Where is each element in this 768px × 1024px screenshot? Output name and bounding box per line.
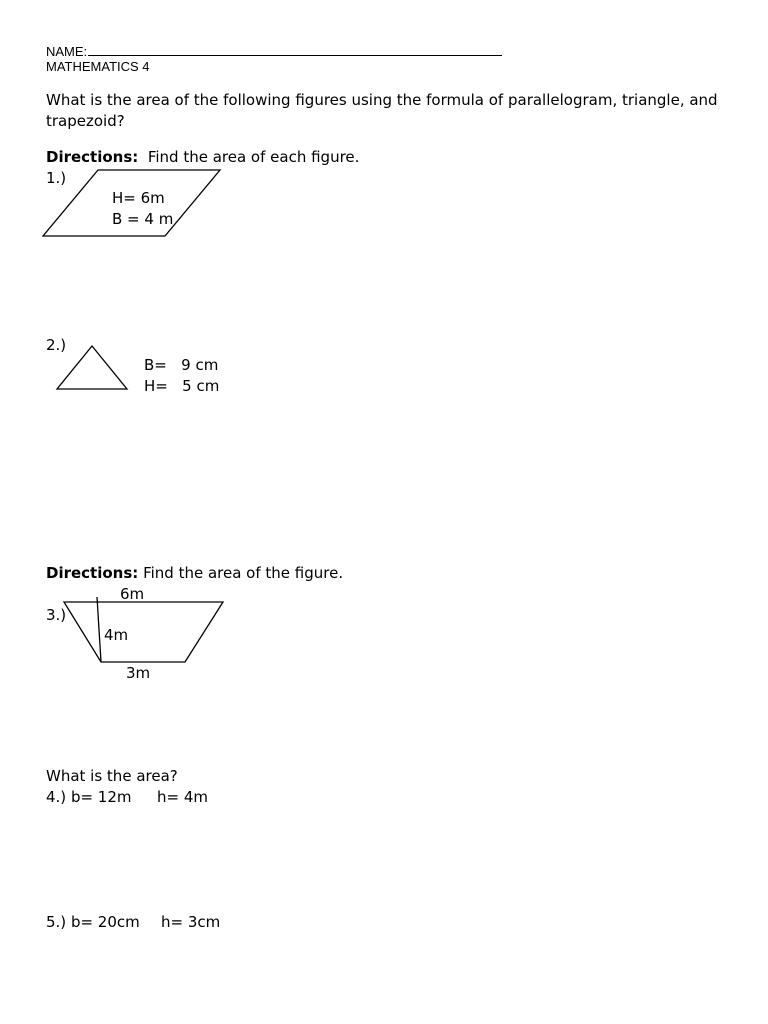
item-4-base: b= 12m: [70, 788, 132, 806]
directions-2: [46, 563, 343, 584]
item-3-number: 3.): [46, 606, 67, 624]
triangle-shape: [57, 346, 127, 389]
name-label: NAME:: [46, 44, 88, 59]
item-1-number: 1.): [46, 169, 67, 187]
item-5-height: h= 3cm: [161, 913, 221, 931]
item-5: [46, 912, 140, 933]
directions-2-text: Find the area of the figure.: [143, 564, 344, 582]
item-3-bottom-label: 3m: [126, 664, 151, 682]
item-5-base: b= 20cm: [70, 913, 140, 931]
item-5-number: 5.): [46, 913, 67, 931]
directions-2-label: Directions:: [46, 564, 139, 582]
item-1-base: B = 4 m: [112, 210, 174, 228]
item-4-number: 4.): [46, 788, 67, 806]
item-2-height: H= 5 cm: [144, 377, 220, 395]
area-question: What is the area?: [46, 767, 178, 785]
item-2-number: 2.): [46, 336, 67, 354]
trapezoid-height-line: [97, 597, 101, 662]
directions-1-label: Directions:: [46, 148, 139, 166]
trapezoid-shape: [64, 602, 223, 662]
item-3-height-label: 4m: [104, 626, 129, 644]
item-4: [46, 787, 132, 808]
item-3-top-label: 6m: [120, 585, 145, 603]
directions-1-text: Find the area of each figure.: [147, 148, 360, 166]
item-1-height: H= 6m: [112, 189, 165, 207]
item-2-base: B= 9 cm: [144, 356, 219, 374]
subject-title: MATHEMATICS 4: [46, 59, 150, 74]
item-4-height: h= 4m: [157, 788, 208, 806]
question-intro: What is the area of the following figures using the formula of parallelogram, triangle, and trapezoid?: [46, 91, 718, 130]
